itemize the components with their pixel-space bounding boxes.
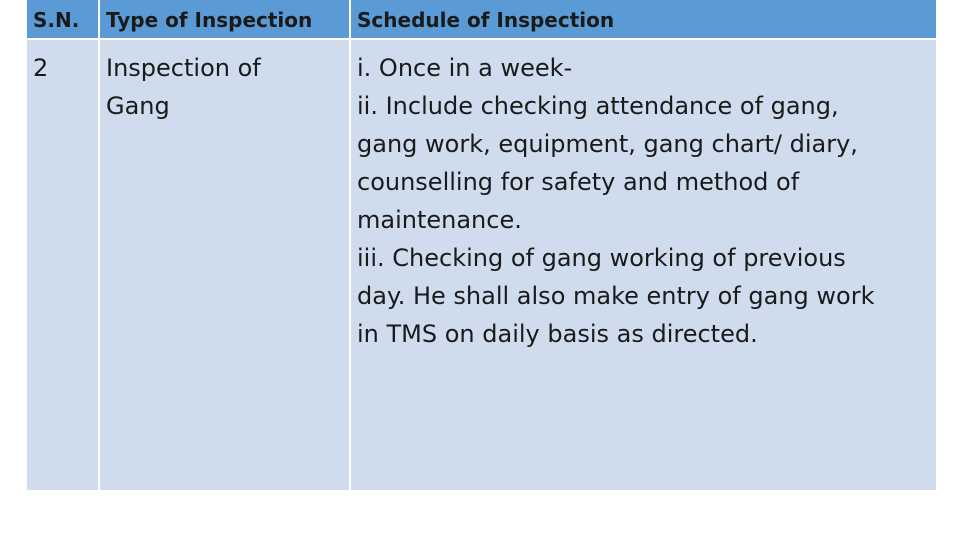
schedule-line: maintenance. xyxy=(357,206,522,234)
schedule-line: day. He shall also make entry of gang work xyxy=(357,282,875,310)
schedule-line: i. Once in a week- xyxy=(357,54,573,82)
type-line: Gang xyxy=(106,92,170,120)
schedule-line: gang work, equipment, gang chart/ diary, xyxy=(357,130,858,158)
header-type-of-inspection: Type of Inspection xyxy=(100,0,351,40)
schedule-line: ii. Include checking attendance of gang, xyxy=(357,92,839,120)
cell-type-of-inspection xyxy=(100,40,351,490)
schedule-line: counselling for safety and method of xyxy=(357,168,800,196)
header-schedule-of-inspection: Schedule of Inspection xyxy=(351,0,936,40)
cell-sn: 2 xyxy=(27,40,100,490)
type-line: Inspection of xyxy=(106,54,261,82)
cell-schedule-of-inspection xyxy=(351,40,936,490)
schedule-line: iii. Checking of gang working of previous xyxy=(357,244,846,272)
header-sn: S.N. xyxy=(27,0,100,40)
inspection-table xyxy=(27,0,936,490)
schedule-line: in TMS on daily basis as directed. xyxy=(357,320,758,348)
